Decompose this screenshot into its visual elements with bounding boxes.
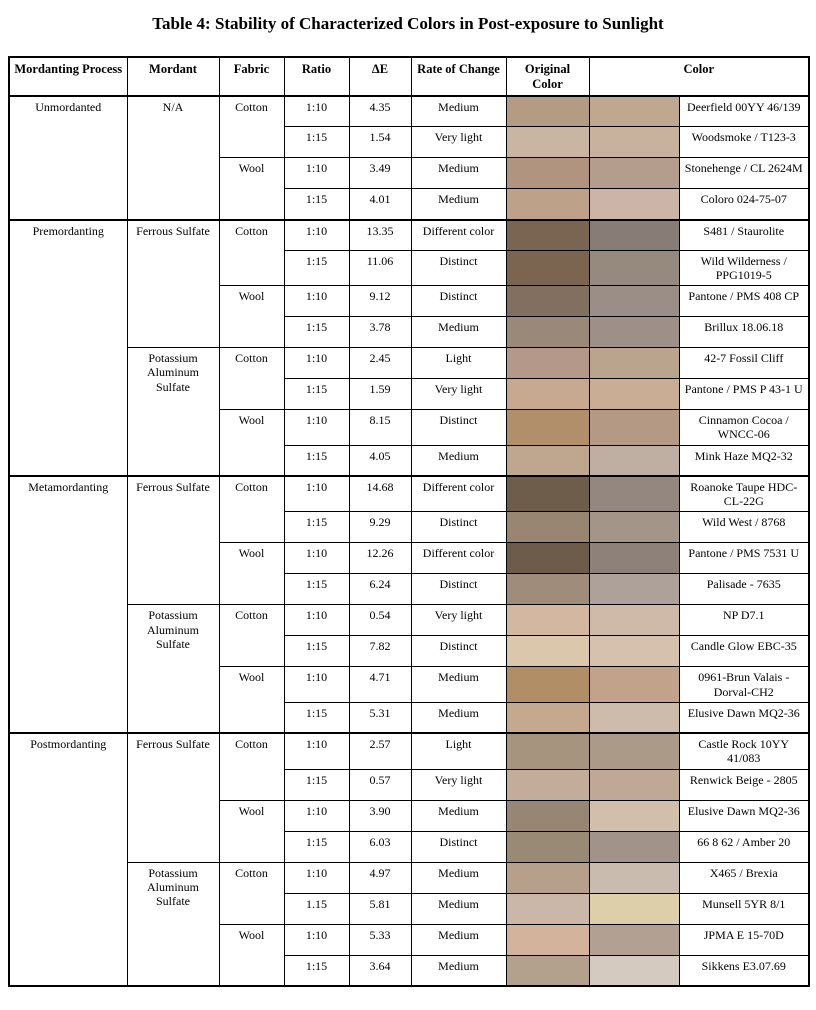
original-color-swatch	[506, 831, 589, 862]
exposed-color-swatch	[589, 543, 679, 574]
delta-e-cell: 9.12	[349, 286, 411, 317]
rate-of-change-cell: Distinct	[411, 410, 506, 445]
ratio-cell: 1:15	[284, 636, 349, 667]
original-color-swatch	[506, 379, 589, 410]
original-color-swatch	[506, 476, 589, 512]
exposed-color-swatch	[589, 476, 679, 512]
color-name-cell: Woodsmoke / T123-3	[679, 127, 809, 158]
original-color-swatch	[506, 512, 589, 543]
rate-of-change-cell: Medium	[411, 955, 506, 986]
ratio-cell: 1:10	[284, 286, 349, 317]
delta-e-cell: 5.33	[349, 924, 411, 955]
rate-of-change-cell: Medium	[411, 96, 506, 127]
mordant-cell: Potassium Aluminum Sulfate	[127, 862, 219, 986]
original-color-swatch	[506, 220, 589, 251]
mordant-cell: Potassium Aluminum Sulfate	[127, 605, 219, 733]
delta-e-cell: 13.35	[349, 220, 411, 251]
ratio-cell: 1:15	[284, 445, 349, 476]
color-name-cell: X465 / Brexia	[679, 862, 809, 893]
rate-of-change-cell: Very light	[411, 127, 506, 158]
rate-of-change-cell: Distinct	[411, 574, 506, 605]
delta-e-cell: 3.49	[349, 158, 411, 189]
delta-e-cell: 4.35	[349, 96, 411, 127]
exposed-color-swatch	[589, 220, 679, 251]
ratio-cell: 1:15	[284, 379, 349, 410]
original-color-swatch	[506, 158, 589, 189]
rate-of-change-cell: Distinct	[411, 512, 506, 543]
exposed-color-swatch	[589, 410, 679, 445]
rate-of-change-cell: Medium	[411, 445, 506, 476]
page-title: Table 4: Stability of Characterized Colors in Post-exposure to Sunlight	[152, 14, 664, 33]
delta-e-cell: 3.90	[349, 800, 411, 831]
delta-e-cell: 1.54	[349, 127, 411, 158]
mordant-cell: Ferrous Sulfate	[127, 733, 219, 862]
ratio-cell: 1:10	[284, 96, 349, 127]
delta-e-cell: 8.15	[349, 410, 411, 445]
mordant-cell: Potassium Aluminum Sulfate	[127, 348, 219, 476]
rate-of-change-cell: Medium	[411, 702, 506, 733]
delta-e-cell: 6.24	[349, 574, 411, 605]
exposed-color-swatch	[589, 574, 679, 605]
color-name-cell: Renwick Beige - 2805	[679, 769, 809, 800]
color-name-cell: Wild West / 8768	[679, 512, 809, 543]
header-rate-of-change: Rate of Change	[411, 57, 506, 96]
fabric-cell: Wool	[219, 667, 284, 733]
color-name-cell: Wild Wilderness / PPG1019-5	[679, 251, 809, 286]
delta-e-cell: 7.82	[349, 636, 411, 667]
delta-e-cell: 6.03	[349, 831, 411, 862]
rate-of-change-cell: Distinct	[411, 636, 506, 667]
rate-of-change-cell: Medium	[411, 862, 506, 893]
delta-e-cell: 3.78	[349, 317, 411, 348]
ratio-cell: 1:15	[284, 769, 349, 800]
color-name-cell: JPMA E 15-70D	[679, 924, 809, 955]
ratio-cell: 1:10	[284, 476, 349, 512]
rate-of-change-cell: Different color	[411, 476, 506, 512]
table-row	[9, 733, 809, 769]
color-name-cell: S481 / Staurolite	[679, 220, 809, 251]
original-color-swatch	[506, 955, 589, 986]
color-name-cell: Cinnamon Cocoa / WNCC-06	[679, 410, 809, 445]
rate-of-change-cell: Different color	[411, 543, 506, 574]
rate-of-change-cell: Distinct	[411, 286, 506, 317]
exposed-color-swatch	[589, 862, 679, 893]
ratio-cell: 1:15	[284, 189, 349, 220]
fabric-cell: Cotton	[219, 733, 284, 800]
original-color-swatch	[506, 348, 589, 379]
color-name-cell: Roanoke Taupe HDC-CL-22G	[679, 476, 809, 512]
exposed-color-swatch	[589, 512, 679, 543]
exposed-color-swatch	[589, 831, 679, 862]
fabric-cell: Wool	[219, 800, 284, 862]
color-name-cell: Deerfield 00YY 46/139	[679, 96, 809, 127]
original-color-swatch	[506, 862, 589, 893]
rate-of-change-cell: Different color	[411, 220, 506, 251]
color-name-cell: Elusive Dawn MQ2-36	[679, 800, 809, 831]
ratio-cell: 1:15	[284, 702, 349, 733]
original-color-swatch	[506, 769, 589, 800]
original-color-swatch	[506, 96, 589, 127]
ratio-cell: 1:10	[284, 924, 349, 955]
fabric-cell: Wool	[219, 543, 284, 605]
original-color-swatch	[506, 636, 589, 667]
header-original-color: Original Color	[506, 57, 589, 96]
exposed-color-swatch	[589, 158, 679, 189]
delta-e-cell: 0.57	[349, 769, 411, 800]
delta-e-cell: 9.29	[349, 512, 411, 543]
header-row	[9, 57, 809, 96]
original-color-swatch	[506, 574, 589, 605]
exposed-color-swatch	[589, 800, 679, 831]
color-name-cell: Munsell 5YR 8/1	[679, 893, 809, 924]
ratio-cell: 1:10	[284, 605, 349, 636]
original-color-swatch	[506, 251, 589, 286]
color-name-cell: Elusive Dawn MQ2-36	[679, 702, 809, 733]
header-mordant: Mordant	[127, 57, 219, 96]
ratio-cell: 1:10	[284, 348, 349, 379]
color-name-cell: Coloro 024-75-07	[679, 189, 809, 220]
color-name-cell: Pantone / PMS 408 CP	[679, 286, 809, 317]
table-row	[9, 605, 809, 636]
rate-of-change-cell: Medium	[411, 924, 506, 955]
original-color-swatch	[506, 127, 589, 158]
original-color-swatch	[506, 733, 589, 769]
exposed-color-swatch	[589, 769, 679, 800]
color-name-cell: Pantone / PMS 7531 U	[679, 543, 809, 574]
ratio-cell: 1:10	[284, 220, 349, 251]
exposed-color-swatch	[589, 127, 679, 158]
rate-of-change-cell: Medium	[411, 800, 506, 831]
ratio-cell: 1:10	[284, 543, 349, 574]
rate-of-change-cell: Very light	[411, 379, 506, 410]
table-row	[9, 96, 809, 127]
ratio-cell: 1:10	[284, 733, 349, 769]
rate-of-change-cell: Distinct	[411, 831, 506, 862]
fabric-cell: Cotton	[219, 862, 284, 924]
exposed-color-swatch	[589, 189, 679, 220]
color-name-cell: Candle Glow EBC-35	[679, 636, 809, 667]
process-cell: Postmordanting	[9, 733, 127, 986]
mordant-cell: Ferrous Sulfate	[127, 476, 219, 605]
delta-e-cell: 1.59	[349, 379, 411, 410]
fabric-cell: Cotton	[219, 605, 284, 667]
color-name-cell: Castle Rock 10YY 41/083	[679, 733, 809, 769]
table-row	[9, 348, 809, 379]
mordant-cell: Ferrous Sulfate	[127, 220, 219, 348]
rate-of-change-cell: Medium	[411, 189, 506, 220]
original-color-swatch	[506, 543, 589, 574]
ratio-cell: 1:15	[284, 574, 349, 605]
process-cell: Premordanting	[9, 220, 127, 477]
original-color-swatch	[506, 410, 589, 445]
color-name-cell: Brillux 18.06.18	[679, 317, 809, 348]
exposed-color-swatch	[589, 251, 679, 286]
ratio-cell: 1:15	[284, 831, 349, 862]
color-name-cell: Sikkens E3.07.69	[679, 955, 809, 986]
ratio-cell: 1:10	[284, 862, 349, 893]
process-cell: Unmordanted	[9, 96, 127, 220]
original-color-swatch	[506, 445, 589, 476]
original-color-swatch	[506, 667, 589, 702]
header-ratio: Ratio	[284, 57, 349, 96]
ratio-cell: 1:10	[284, 158, 349, 189]
original-color-swatch	[506, 924, 589, 955]
ratio-cell: 1:10	[284, 667, 349, 702]
delta-e-cell: 11.06	[349, 251, 411, 286]
fabric-cell: Wool	[219, 924, 284, 986]
fabric-cell: Cotton	[219, 220, 284, 286]
exposed-color-swatch	[589, 636, 679, 667]
fabric-cell: Cotton	[219, 96, 284, 158]
ratio-cell: 1:10	[284, 800, 349, 831]
table-body	[9, 96, 809, 987]
delta-e-cell: 5.31	[349, 702, 411, 733]
fabric-cell: Wool	[219, 286, 284, 348]
original-color-swatch	[506, 286, 589, 317]
exposed-color-swatch	[589, 667, 679, 702]
delta-e-cell: 4.05	[349, 445, 411, 476]
color-name-cell: 66 8 62 / Amber 20	[679, 831, 809, 862]
delta-e-cell: 12.26	[349, 543, 411, 574]
exposed-color-swatch	[589, 379, 679, 410]
ratio-cell: 1:15	[284, 955, 349, 986]
delta-e-cell: 2.45	[349, 348, 411, 379]
delta-e-cell: 3.64	[349, 955, 411, 986]
fabric-cell: Wool	[219, 410, 284, 476]
ratio-cell: 1:10	[284, 410, 349, 445]
color-name-cell: NP D7.1	[679, 605, 809, 636]
header-mordanting-process: Mordanting Process	[9, 57, 127, 96]
color-name-cell: Pantone / PMS P 43-1 U	[679, 379, 809, 410]
original-color-swatch	[506, 605, 589, 636]
original-color-swatch	[506, 702, 589, 733]
exposed-color-swatch	[589, 893, 679, 924]
color-name-cell: Stonehenge / CL 2624M	[679, 158, 809, 189]
color-name-cell: Mink Haze MQ2-32	[679, 445, 809, 476]
exposed-color-swatch	[589, 605, 679, 636]
header-color: Color	[589, 57, 809, 96]
original-color-swatch	[506, 893, 589, 924]
ratio-cell: 1:15	[284, 512, 349, 543]
exposed-color-swatch	[589, 955, 679, 986]
rate-of-change-cell: Very light	[411, 605, 506, 636]
original-color-swatch	[506, 317, 589, 348]
exposed-color-swatch	[589, 317, 679, 348]
table-row	[9, 476, 809, 512]
rate-of-change-cell: Medium	[411, 893, 506, 924]
exposed-color-swatch	[589, 96, 679, 127]
rate-of-change-cell: Light	[411, 733, 506, 769]
exposed-color-swatch	[589, 924, 679, 955]
delta-e-cell: 4.71	[349, 667, 411, 702]
header-fabric: Fabric	[219, 57, 284, 96]
fabric-cell: Cotton	[219, 348, 284, 410]
original-color-swatch	[506, 189, 589, 220]
exposed-color-swatch	[589, 348, 679, 379]
ratio-cell: 1.15	[284, 893, 349, 924]
rate-of-change-cell: Medium	[411, 667, 506, 702]
delta-e-cell: 5.81	[349, 893, 411, 924]
ratio-cell: 1:15	[284, 317, 349, 348]
rate-of-change-cell: Medium	[411, 158, 506, 189]
delta-e-cell: 0.54	[349, 605, 411, 636]
rate-of-change-cell: Very light	[411, 769, 506, 800]
ratio-cell: 1:15	[284, 127, 349, 158]
ratio-cell: 1:15	[284, 251, 349, 286]
color-name-cell: Palisade - 7635	[679, 574, 809, 605]
rate-of-change-cell: Light	[411, 348, 506, 379]
color-name-cell: 0961-Brun Valais - Dorval-CH2	[679, 667, 809, 702]
table-row	[9, 862, 809, 893]
fabric-cell: Cotton	[219, 476, 284, 543]
delta-e-cell: 2.57	[349, 733, 411, 769]
rate-of-change-cell: Distinct	[411, 251, 506, 286]
color-name-cell: 42-7 Fossil Cliff	[679, 348, 809, 379]
header-delta-e: ΔE	[349, 57, 411, 96]
delta-e-cell: 14.68	[349, 476, 411, 512]
rate-of-change-cell: Medium	[411, 317, 506, 348]
delta-e-cell: 4.01	[349, 189, 411, 220]
exposed-color-swatch	[589, 286, 679, 317]
stability-table	[8, 56, 810, 987]
exposed-color-swatch	[589, 733, 679, 769]
original-color-swatch	[506, 800, 589, 831]
exposed-color-swatch	[589, 702, 679, 733]
delta-e-cell: 4.97	[349, 862, 411, 893]
process-cell: Metamordanting	[9, 476, 127, 733]
fabric-cell: Wool	[219, 158, 284, 220]
table-row	[9, 220, 809, 251]
exposed-color-swatch	[589, 445, 679, 476]
mordant-cell: N/A	[127, 96, 219, 220]
